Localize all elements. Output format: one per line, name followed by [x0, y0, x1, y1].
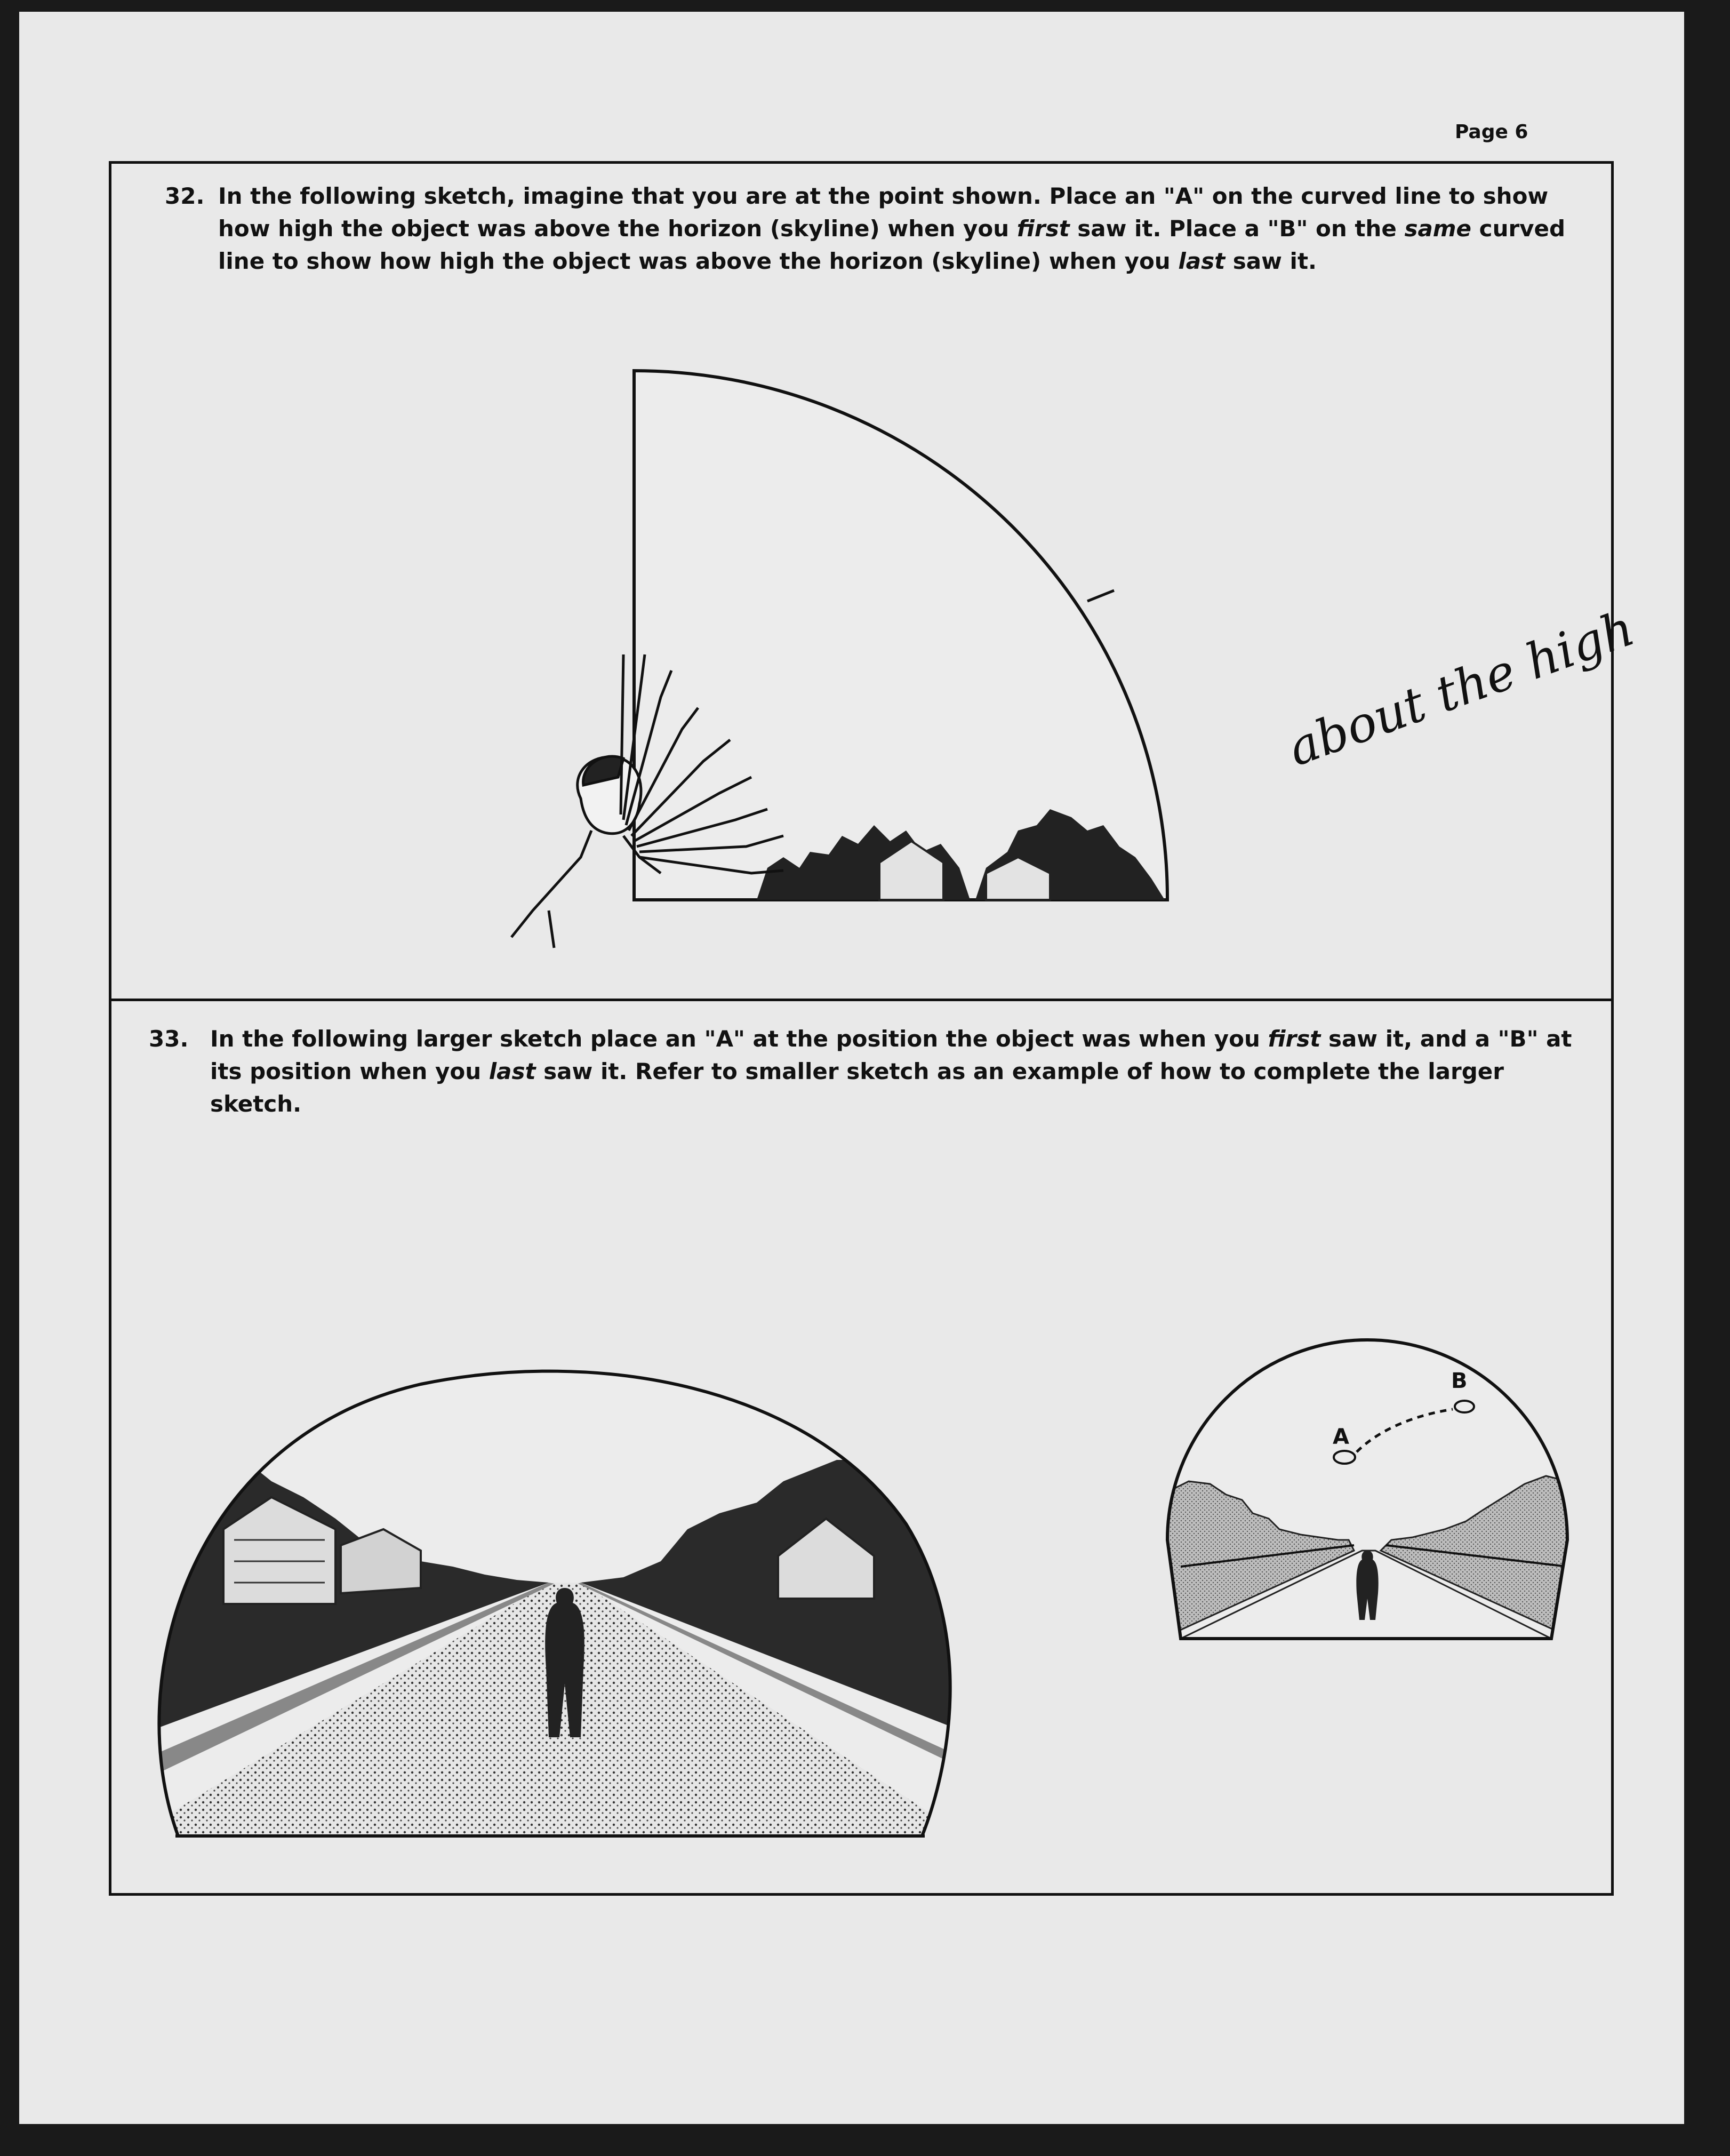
question-33-panel	[109, 999, 1614, 1896]
street-sketches	[111, 1001, 1611, 1893]
q32-text-part: curved line to show how high the object was above the horizon (skyline) when you	[218, 215, 1566, 274]
large-street-sketch[interactable]	[133, 1371, 965, 1836]
small-example-sketch	[1167, 1340, 1567, 1639]
example-label-b: B	[1451, 1369, 1468, 1393]
question-33-number: 33.	[149, 1026, 189, 1052]
q33-text-part: saw it, and a "B" at its position when you	[210, 1026, 1572, 1084]
q33-text-part: saw it. Refer to smaller sketch as an example of how to complete the larger sketch.	[210, 1058, 1504, 1117]
document-page	[19, 12, 1684, 2124]
q32-emphasis-first: first	[1016, 215, 1070, 242]
q32-text-part: saw it. Place a "B" on the	[1069, 215, 1405, 242]
handwritten-answer: about the high	[1280, 599, 1642, 778]
q33-emphasis-last: last	[488, 1058, 536, 1084]
q32-text-part: In the following sketch, imagine that you are at the point shown. Place an "A" on the curved line to show how high the object was above the horizon (skyline) when you	[218, 183, 1549, 242]
answer-tick-mark	[1087, 590, 1114, 601]
question-32-number: 32.	[165, 183, 205, 209]
q32-emphasis-same: same	[1404, 215, 1472, 242]
page-number: Page 6	[1455, 121, 1528, 143]
q33-emphasis-first: first	[1268, 1026, 1321, 1052]
q33-text-part: In the following larger sketch place an "A" at the position the object was when you	[210, 1026, 1268, 1052]
q32-emphasis-last: last	[1178, 248, 1226, 274]
quarter-circle-sketch	[111, 164, 1611, 999]
q32-text-part: saw it.	[1225, 248, 1317, 274]
elevation-arc[interactable]	[634, 371, 1167, 900]
example-label-a: A	[1333, 1425, 1349, 1449]
question-32-panel	[109, 161, 1642, 1001]
